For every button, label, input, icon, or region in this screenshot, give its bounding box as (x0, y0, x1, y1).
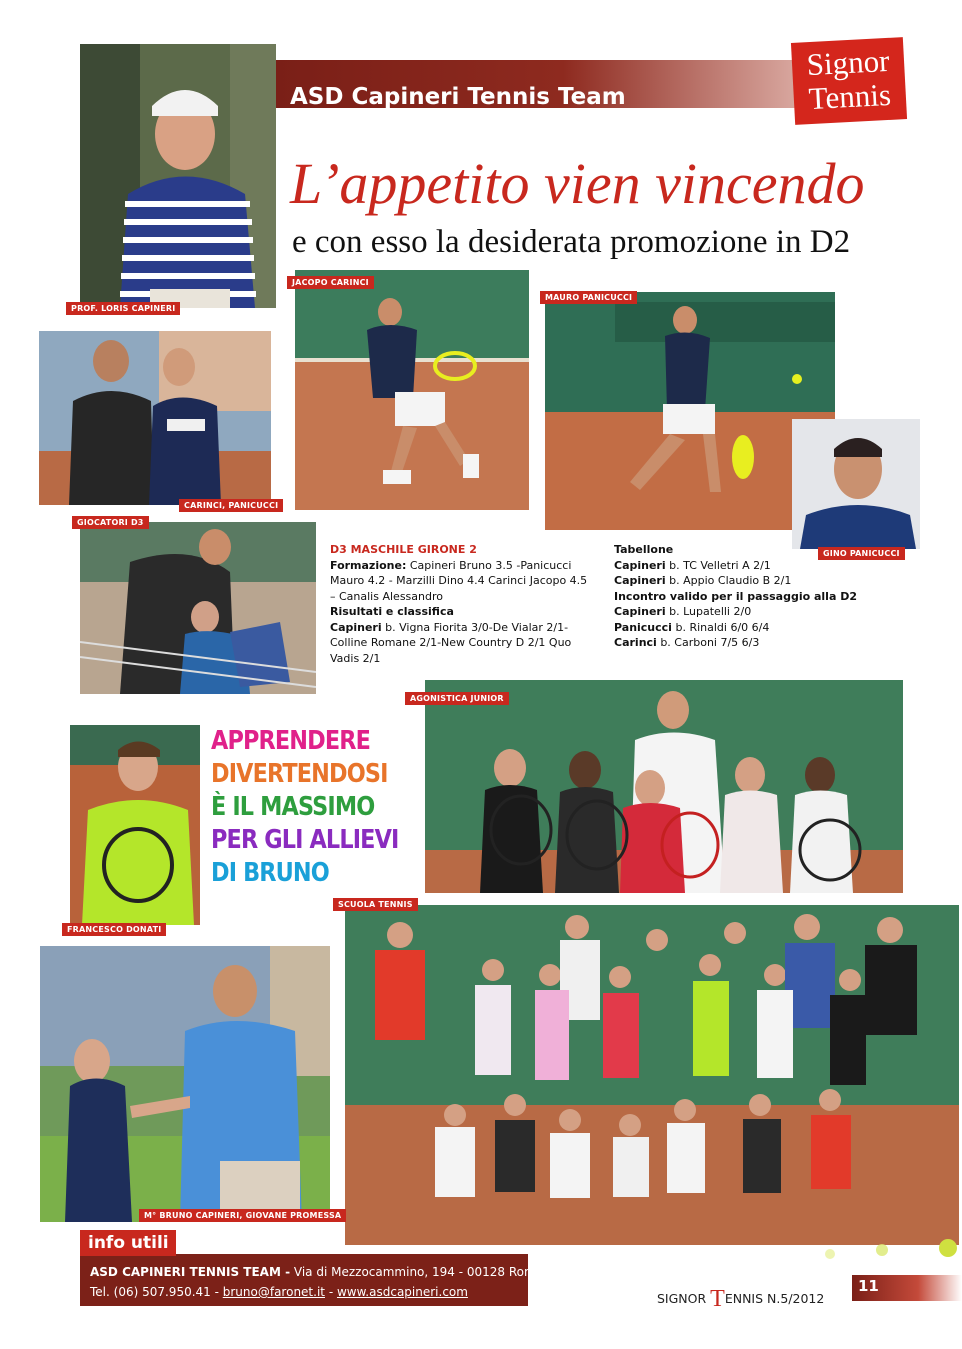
tennis-balls-decoration (820, 1236, 960, 1266)
article-subtitle: e con esso la desiderata promozione in D2 (292, 224, 851, 260)
team-name: ASD Capineri Tennis Team (290, 84, 626, 110)
caption-carinci-panicucci: CARINCI, PANICUCCI (179, 499, 283, 512)
caption-giocatori: GIOCATORI D3 (72, 516, 149, 529)
d3-heading: D3 MASCHILE GIRONE 2 (330, 543, 477, 556)
footer-website-link[interactable]: www.asdcapineri.com (336, 1285, 468, 1299)
slogan-line2: DIVERTENDOSI (211, 759, 388, 789)
tabellone-row: Capineri b. TC Velletri A 2/1 (614, 558, 771, 572)
formazione-label: Formazione: (330, 558, 407, 572)
tabellone-row: Panicucci b. Rinaldi 6/0 6/4 (614, 620, 770, 634)
slogan-line4: PER GLI ALLIEVI (211, 825, 399, 855)
info-utili-tab: info utili (80, 1230, 176, 1256)
page-number: 11 (858, 1277, 879, 1295)
tabellone-heading: Tabellone (614, 543, 674, 556)
footer-address-line (90, 1265, 543, 1279)
d3-formazione (330, 558, 595, 605)
photo-agonistica-junior (425, 680, 903, 893)
caption-bruno: M° BRUNO CAPINERI, GIOVANE PROMESSA (139, 1209, 346, 1222)
photo-scuola-tennis (345, 905, 959, 1245)
formazione-text: Capineri Bruno 3.5 -Panicucci Mauro 4.2 - Marzilli Dino 4.4 Carinci Jacopo 4.5 – Canalis Alessandro (330, 558, 588, 603)
footer-email-link[interactable]: bruno@faronet.it (222, 1285, 325, 1299)
footer-contact-line: Tel. (06) 507.950.41 - bruno@faronet.it - www.asdcapineri.com (90, 1285, 468, 1299)
photo-gino-panicucci (792, 419, 920, 549)
slogan-line5: DI BRUNO (211, 858, 329, 888)
signor-tennis-logo (791, 37, 907, 125)
slogan (211, 725, 398, 890)
caption-agonistica: AGONISTICA JUNIOR (405, 692, 509, 705)
tabellone-row: Capineri b. Lupatelli 2/0 (614, 605, 752, 618)
photo-jacopo-carinci (295, 270, 529, 510)
logo-line1: Signor (805, 42, 891, 83)
caption-mauro: MAURO PANICUCCI (540, 291, 637, 304)
photo-loris-capineri (80, 44, 276, 308)
incontro-heading: Incontro valido per il passaggio alla D2 (614, 589, 857, 603)
tabellone-row: Carinci b. Carboni 7/5 6/3 (614, 636, 760, 649)
caption-francesco: FRANCESCO DONATI (62, 923, 166, 936)
tabellone-column (614, 542, 904, 651)
tabellone-row: Capineri b. Appio Claudio B 2/1 (614, 574, 792, 587)
risultati-capineri: Capineri (330, 620, 382, 634)
caption-loris: PROF. LORIS CAPINERI (66, 302, 180, 315)
risultati-text: b. Vigna Fiorita 3/0-De Vialar 2/1-Colline Romane 2/1-New Country D 2/1 Quo Vadis 2/1 (330, 620, 572, 665)
article-title: L’appetito vien vincendo (290, 151, 865, 216)
photo-bruno-capineri (40, 946, 330, 1222)
slogan-line1: APPRENDERE (211, 726, 371, 756)
d3-results-column (330, 542, 595, 666)
slogan-line3: È IL MASSIMO (211, 792, 375, 822)
photo-francesco-donati (70, 725, 200, 925)
risultati-label: Risultati e classifica (330, 605, 454, 618)
logo-line2: Tennis (807, 76, 892, 117)
magazine-issue: SIGNOR TENNIS N.5/2012 (657, 1286, 825, 1312)
caption-gino: GINO PANICUCCI (818, 547, 905, 560)
photo-giocatori-d3 (80, 522, 316, 694)
caption-scuola: SCUOLA TENNIS (333, 898, 418, 911)
d3-risultati (330, 620, 595, 667)
footer-tel: Tel. (06) 507.950.41 - (90, 1285, 223, 1299)
footer-address: Via di Mezzocammino, 194 - 00128 Roma (290, 1265, 544, 1279)
photo-carinci-panicucci (39, 331, 271, 505)
caption-jacopo: JACOPO CARINCI (287, 276, 374, 289)
footer-org-name: ASD CAPINERI TENNIS TEAM - (90, 1265, 291, 1279)
